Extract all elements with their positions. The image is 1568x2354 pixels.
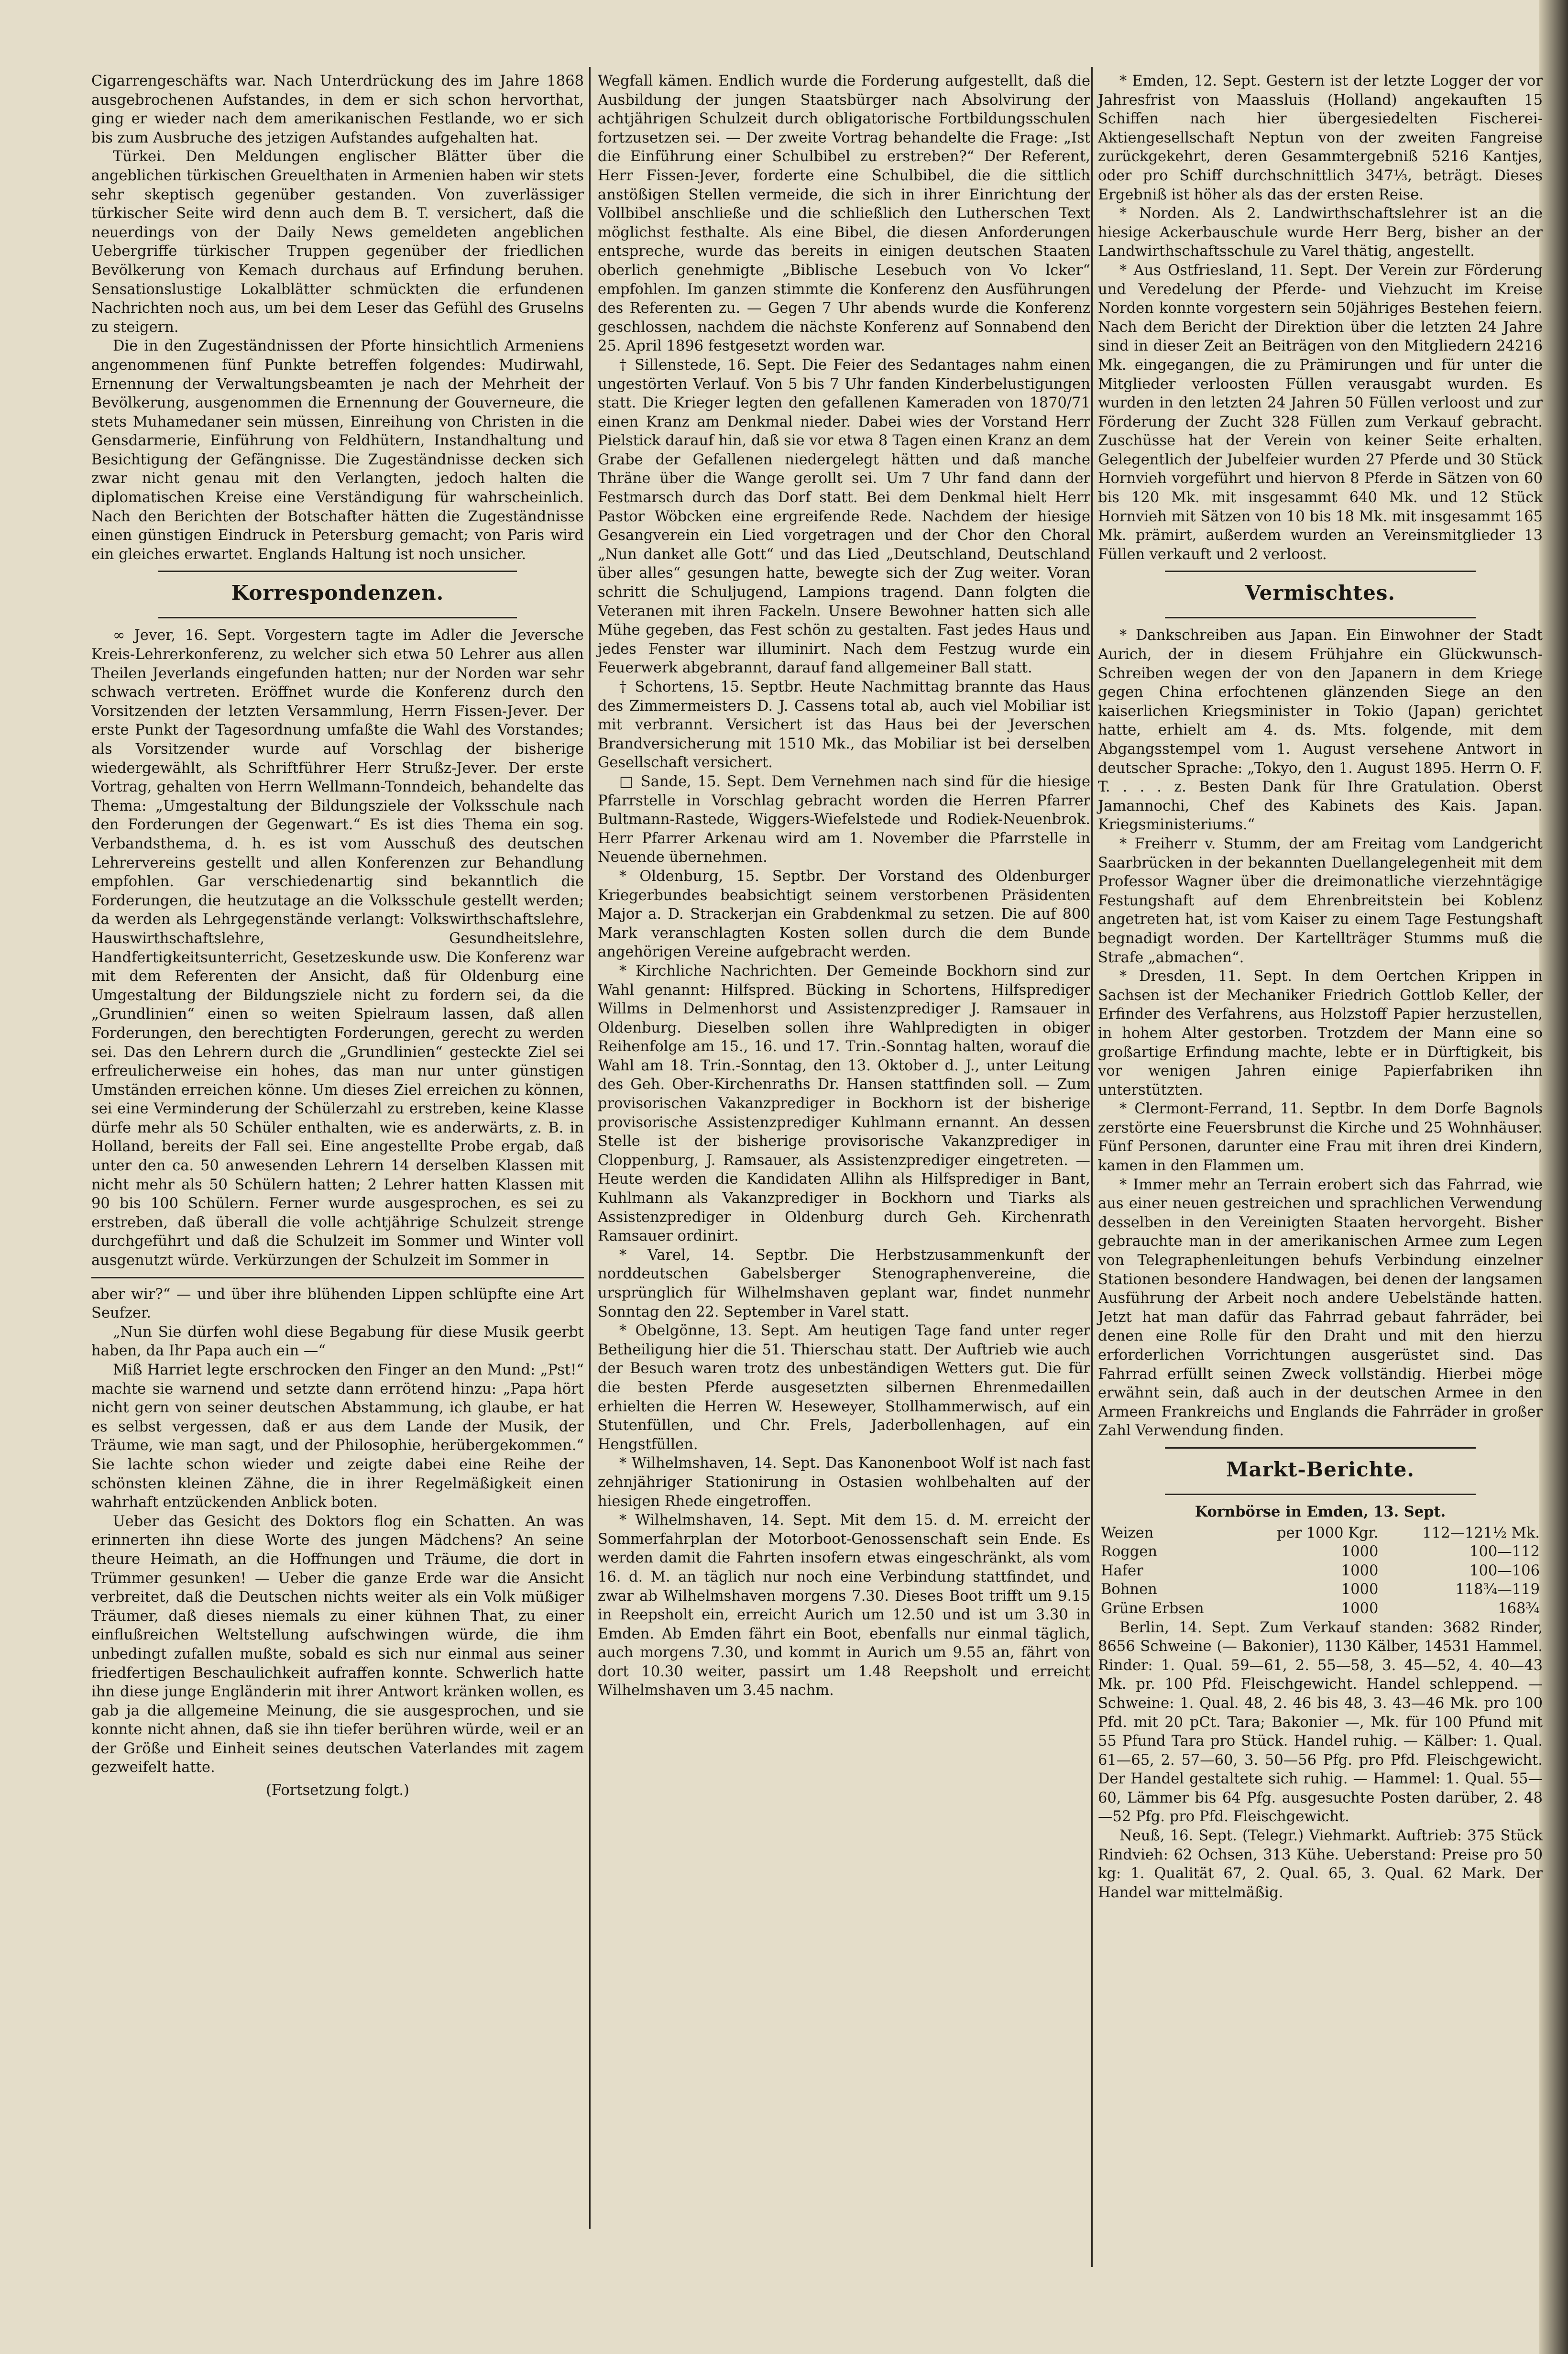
- feuilleton-divider: [91, 1277, 584, 1278]
- section-divider: [1165, 1447, 1476, 1449]
- article-paragraph: Cigarrengeschäfts war. Nach Unterdrückung des im Jahre 1868 ausgebrochenen Aufstandes, in dem er sich schon hervorthat, ging er wieder nach dem amerikanischen Festlande, wo er sich bis zum Ausbruche des jetzigen Aufstandes aufgehalten hat.: [91, 73, 584, 146]
- feuilleton-paragraph: Ueber das Gesicht des Doktors flog ein Schatten. An was erinnerten ihn diese Worte des jungen Mädchens? An seine theure Heimath, an die Hoffnungen und Träume, die dort in Trümmer gesunken! — Ueber die ganze Erde war die Ansicht verbreitet, daß die Deutschen nichts weiter als ein Volk müßiger Träumer, daß dieses niemals zu einer kühnen That, zu einer einflußreichen Weltstellung aufschwingen würde, die ihm unbedingt zufallen mußte, sobald es sich nur einmal aus seiner friedfertigen Beschaulichkeit aufraffen konnte. Schwerlich hatte ihn diese junge Engländerin mit ihrer Antwort kränken wollen, es gab ja die allgemeine Meinung, die sie ausgesprochen, und sie konnte nicht ahnen, daß sie ihn tiefer berühren würde, weil er an der Größe und Einheit seines deutschen Vaterlandes mit zagem gezweifelt hatte.: [91, 1513, 584, 1776]
- page-edge-shadow: [1539, 0, 1568, 2354]
- section-divider: [1165, 617, 1476, 618]
- section-divider: [158, 617, 517, 618]
- table-cell-unit: per 1000 Kgr.: [1277, 1524, 1379, 1541]
- table-cell-item: Bohnen: [1101, 1581, 1157, 1598]
- column-left: [91, 72, 584, 1800]
- article-paragraph: * Norden. Als 2. Landwirthschaftslehrer ist an die hiesige Ackerbauschule wurde Herr Berg, bisher an der Landwirthschaftsschule zu Varel thätig, angestellt.: [1098, 205, 1543, 260]
- section-title-correspondence: Korrespondenzen.: [231, 581, 444, 605]
- article-paragraph: * Oldenburg, 15. Septbr. Der Vorstand des Oldenburger Kriegerbundes beabsichtigt seinem verstorbenen Präsidenten Major a. D. Strackerjan ein Grabdenkmal zu setzen. Die auf 800 Mark veranschlagten Kosten sollen durch die dem Bunde angehörigen Vereine aufgebracht werden.: [598, 868, 1090, 961]
- column-rule-right: [1091, 67, 1093, 2267]
- table-cell-unit: 1000: [1341, 1600, 1379, 1617]
- table-cell-price: 100—106: [1469, 1562, 1540, 1579]
- table-cell-price: 118¾—119: [1455, 1581, 1540, 1598]
- market-report-neuss: Neuß, 16. Sept. (Telegr.) Viehmarkt. Auftrieb: 375 Stück Rindvieh: 62 Ochsen, 313 Kühe. Ueberstand: Preise pro 50 kg: 1. Qualität 67, 2. Qual. 65, 3. Qual. 62 Mark. Der Handel war mittelmäßig.: [1098, 1827, 1543, 1901]
- article-paragraph: Wegfall kämen. Endlich wurde die Forderung aufgestellt, daß die Ausbildung der jungen Staatsbürger nach Absolvirung der achtjährigen Schulzeit durch obligatorische Fortbildungsschulen fortzusetzen sei. — Der zweite Vortrag behandelte die Frage: „Ist die Einführung einer Schulbibel zu erstreben?“ Der Referent, Herr Fissen-Jever, forderte eine Schulbibel, die die sittlich anstößigen Stellen vermeide, die sich in ihrer Einrichtung der Vollbibel anschließe und die schließlich den Lutherschen Text möglichst festhalte. Als eine Bibel, die diesen Anforderungen entspreche, wurde das bereits in einigen deutschen Staaten oberlich genehmigte „Biblische Lesebuch von Vo lcker“ empfohlen. Im ganzen stimmte die Konferenz den Ausführungen des Referenten zu. — Gegen 7 Uhr abends wurde die Konferenz geschlossen, nachdem die nächste Konferenz auf Sonnabend den 25. April 1896 festgesetzt worden war.: [598, 73, 1090, 355]
- article-paragraph: * Dankschreiben aus Japan. Ein Einwohner der Stadt Aurich, der in diesem Frühjahre ein Glückwunsch-Schreiben wegen der von den Japanern in dem Kriege gegen China erfochtenen glänzenden Siege an den kaiserlichen Kriegsminister in Tokio (Japan) gerichtet hatte, erhielt am 4. ds. Mts. folgende, mit dem Abgangsstempel vom 1. August versehene Antwort in deutscher Sprache: „Tokyo, den 1. August 1895. Herrn O. F. T. . . . z. Besten Dank für Ihre Gratulation. Oberst Jamannochi, Chef des Kabinets des Kais. Japan. Kriegsministeriums.“: [1098, 627, 1543, 834]
- column-right: [1098, 72, 1543, 1902]
- feuilleton-paragraph: „Nun Sie dürfen wohl diese Begabung für diese Musik geerbt haben, da Ihr Papa auch ein —“: [91, 1323, 584, 1360]
- table-row: [1098, 1524, 1543, 1543]
- table-cell-item: Roggen: [1101, 1543, 1158, 1561]
- table-row: [1098, 1580, 1543, 1599]
- feuilleton-paragraph: Miß Harriet legte erschrocken den Finger an den Mund: „Pst!“ machte sie warnend und setzte dann errötend hinzu: „Papa hört nicht gern von seiner deutschen Abstammung, ich glaube, er hat es selbst vergessen, daß er aus dem Lande der Musik, der Träume, wie man sagt, und der Philosophie, herübergekommen.“ Sie lachte schon wieder und zeigte dabei eine Reihe der schönsten kleinen Zähne, die in ihrer Regelmäßigkeit einen wahrhaft entzückenden Anblick boten.: [91, 1362, 584, 1511]
- section-title-misc: Vermischtes.: [1245, 581, 1396, 605]
- market-report-berlin: Berlin, 14. Sept. Zum Verkauf standen: 3682 Rinder, 8656 Schweine (— Bakonier), 1130 Kälber, 14531 Hammel. Rinder: 1. Qual. 59—61, 2. 55—58, 3. 45—52, 4. 40—43 Mk. pr. 100 Pfd. Fleischgewicht. Handel schleppend. — Schweine: 1. Qual. 48, 2. 46 bis 48, 3. 43—46 Mk. pro 100 Pfd. mit 20 pCt. Tara; Bakonier —, Mk. für 100 Pfund mit 55 Pfund Tara pro Stück. Handel ruhig. — Kälber: 1. Qual. 61—65, 2. 57—60, 3. 50—56 Pfg. pro Pfd. Fleischgewicht. Der Handel gestaltete sich ruhig. — Hammel: 1. Qual. 55—60, Lämmer bis 64 Pfg. ausgesuchte Posten darüber, 2. 48—52 Pfg. pro Pfd. Fleischgewicht.: [1098, 1619, 1543, 1826]
- table-row: [1098, 1562, 1543, 1581]
- table-cell-price: 100—112: [1469, 1543, 1540, 1561]
- grain-price-table: [1098, 1524, 1543, 1618]
- section-divider: [1165, 571, 1476, 572]
- section-divider: [1165, 1494, 1476, 1495]
- article-paragraph: † Schortens, 15. Septbr. Heute Nachmittag brannte das Haus des Zimmermeisters D. J. Cassens total ab, auch viel Mobiliar ist mit verbrannt. Versichert ist das Haus bei der Jeverschen Brandversicherung mit 1510 Mk., das Mobiliar ist bei derselben Gesellschaft versichert.: [598, 679, 1090, 771]
- article-paragraph: * Clermont-Ferrand, 11. Septbr. In dem Dorfe Bagnols zerstörte eine Feuersbrunst die Kirche und 25 Wohnhäuser. Fünf Personen, darunter eine Frau mit ihren drei Kindern, kamen in den Flammen um.: [1098, 1100, 1543, 1175]
- table-cell-item: Grüne Erbsen: [1101, 1600, 1204, 1617]
- article-paragraph: * Freiherr v. Stumm, der am Freitag vom Landgericht Saarbrücken in der bekannten Duellangelegenheit mit dem Professor Wagner über die dreimonatliche vierzehntägige Festungshaft auf dem Ehrenbreitstein bei Koblenz angetreten hat, ist vom Kaiser zu einem Tage Festungshaft begnadigt worden. Der Kartellträger Stumms muß die Strafe „abmachen“.: [1098, 835, 1543, 966]
- article-paragraph: * Immer mehr an Terrain erobert sich das Fahrrad, wie aus einer neuen gestreichen und sprachlichen Verwendung desselben in den Vereinigten Staaten hervorgeht. Bisher gebrauchte man in der amerikanischen Armee zum Legen von Telegraphenleitungen behufs Verbindung einzelner Stationen besondere Handwagen, bei denen der langsamen Ausführung der Arbeit noch andere Uebelstände hatten. Jetzt hat man dafür das Fahrrad gebaut fahrräder, bei denen eine Rolle für den Draht und mit den hierzu erforderlichen Vorrichtungen ausgerüstet sind. Das Fahrrad erfüllt seinen Zweck vollständig. Hierbei möge erwähnt sein, daß auch in der deutschen Armee in den Armeen Frankreichs und Englands die Fahrräder in großer Zahl Verwendung finden.: [1098, 1176, 1543, 1440]
- table-row: [1098, 1599, 1543, 1618]
- section-title-market: Markt-Berichte.: [1226, 1457, 1414, 1481]
- market-subtitle: Kornbörse in Emden, 13. Sept.: [1195, 1503, 1446, 1520]
- table-cell-unit: 1000: [1341, 1543, 1379, 1561]
- table-cell-price: 168¾: [1498, 1600, 1540, 1617]
- article-paragraph: * Kirchliche Nachrichten. Der Gemeinde Bockhorn sind zur Wahl genannt: Hilfspred. Bücking in Schortens, Hilfsprediger Willms in Delmenhorst und Assistenzprediger J. Ramsauer in Oldenburg. Dieselben sollen ihre Wahlpredigten in obiger Reihenfolge am 15., 16. und 17. Trin.-Sonntag halten, worauf die Wahl am 18. Trin.-Sonntag, den 13. Oktober d. J., unter Leitung des Geh. Ober-Kirchenraths Dr. Hansen stattfinden soll. — Zum provisorischen Vakanzprediger in Bockhorn ist der bisherige provisorische Assistenzprediger Kuhlmann ernannt. An dessen Stelle ist der bisherige provisorische Vakanzprediger in Cloppenburg, J. Ramsauer, als Assistenzprediger eingetreten. — Heute werden die Kandidaten Allihn als Hilfsprediger in Bant, Kuhlmann als Vakanzprediger in Bockhorn und Tiarks als Assistenzprediger in Oldenburg durch Geh. Kirchenrath Ramsauer ordinirt.: [598, 962, 1090, 1245]
- table-cell-unit: 1000: [1341, 1581, 1379, 1598]
- article-paragraph: * Dresden, 11. Sept. In dem Oertchen Krippen in Sachsen ist der Mechaniker Friedrich Gottlob Keller, der Erfinder des Verfahrens, aus Holzstoff Papier herzustellen, in hohem Alter gestorben. Trotzdem der Mann eine so großartige Erfindung machte, lebte er in Dürftigkeit, bis vor wenigen Jahren einige Papierfabriken ihn unterstützten.: [1098, 968, 1543, 1099]
- column-middle: [598, 72, 1090, 1700]
- feuilleton-paragraph: aber wir?“ — und über ihre blühenden Lippen schlüpfte eine Art Seufzer.: [91, 1286, 584, 1322]
- section-divider: [158, 571, 517, 572]
- article-paragraph: Die in den Zugeständnissen der Pforte hinsichtlich Armeniens angenommenen fünf Punkte betreffen folgendes: Mudirwahl, Ernennung der Verwaltungsbeamten je nach der Mehrheit der Bevölkerung, ausgenommen die Ernennung der Gouverneure, die stets Muhamedaner sein müssen, Einreihung von Christen in die Gensdarmerie, Einführung von Feldhütern, Instandhaltung und Besichtigung der Gefängnisse. Die Zugeständnisse decken sich zwar nicht genau mit den Verlangten, jedoch halten die diplomatischen Kreise eine Verständigung für wahrscheinlich. Nach den Berichten der Botschafter hätten die Zugeständnisse einen günstigen Eindruck in Petersburg gemacht; von Paris wird ein gleiches erwartet. Englands Haltung ist noch unsicher.: [91, 338, 584, 563]
- article-paragraph: * Wilhelmshaven, 14. Sept. Das Kanonenboot Wolf ist nach fast zehnjähriger Stationirung in Ostasien wohlbehalten auf der hiesigen Rhede eingetroffen.: [598, 1455, 1090, 1510]
- table-row: [1098, 1542, 1543, 1562]
- table-cell-price: 112—121½ Mk.: [1422, 1524, 1540, 1541]
- table-cell-item: Hafer: [1101, 1562, 1143, 1579]
- table-cell-item: Weizen: [1101, 1524, 1154, 1541]
- article-paragraph: * Wilhelmshaven, 14. Sept. Mit dem 15. d. M. erreicht der Sommerfahrplan der Motorboot-Genossenschaft sein Ende. Es werden damit die Fahrten insofern etwas eingeschränkt, als vom 16. d. M. an täglich nur noch eine Verbindung stattfindet, und zwar ab Wilhelmshaven morgens 7.30. Dieses Boot trifft um 9.15 in Reepsholt ein, erreicht Aurich um 12.50 und ist um 3.30 in Emden. Ab Emden fährt ein Boot, ebenfalls nur einmal täglich, auch morgens 7.30, und kommt in Aurich um 9.55 an, fährt von dort 10.30 weiter, passirt um 1.48 Reepsholt und erreicht Wilhelmshaven um 3.45 nachm.: [598, 1512, 1090, 1699]
- article-paragraph: □ Sande, 15. Sept. Dem Vernehmen nach sind für die hiesige Pfarrstelle in Vorschlag gebracht worden die Herren Pfarrer Bultmann-Rastede, Wiggers-Wiefelstede und Rodiek-Neuenbrok. Herr Pfarrer Arkenau wird am 1. November die Pfarrstelle in Neuende übernehmen.: [598, 773, 1090, 866]
- article-paragraph: * Obelgönne, 13. Sept. Am heutigen Tage fand unter reger Betheiligung hier die 51. Thierschau statt. Der Auftrieb wie auch der Besuch waren trotz des unbeständigen Wetters gut. Die für die besten Pferde ausgesetzten silbernen Ehrenmedaillen erhielten die Herren W. Heseweyer, Stollhammerwisch, auf ein Stutenfüllen, und Chr. Frels, Jaderbollenhagen, auf ein Hengstfüllen.: [598, 1322, 1090, 1453]
- column-rule-left: [589, 67, 591, 2229]
- article-paragraph: * Aus Ostfriesland, 11. Sept. Der Verein zur Förderung und Veredelung der Pferde- und Viehzucht im Kreise Norden konnte vorgestern sein 50jähriges Bestehen feiern. Nach dem Bericht der Direktion über die letzten 24 Jahre sind in dieser Zeit an Beiträgen von den Mitgliedern 24216 Mk. eingegangen, die zu Prämirungen und für unter die Mitglieder verloosten Füllen verausgabt wurden. Es wurden in den letzten 24 Jahren 50 Füllen verloost und zur Förderung der Zucht 328 Füllen zum Verkauf gebracht. Zuschüsse hat der Verein von keiner Seite erhalten. Gelegentlich der Jubelfeier wurden 27 Pferde und 30 Stück Hornvieh vorgeführt und hiervon 8 Pferde in Sätzen von 60 bis 120 Mk. mit insgesammt 640 Mk. und 12 Stück Hornvieh mit Sätzen von 10 bis 18 Mk. mit insgesammt 165 Mk. prämirt, außerdem wurden an Vereinsmitglieder 13 Füllen verkauft und 2 verloost.: [1098, 262, 1543, 563]
- continuation-note: (Fortsetzung folgt.): [266, 1782, 409, 1799]
- article-paragraph: * Emden, 12. Sept. Gestern ist der letzte Logger der vor Jahresfrist von Maassluis (Holland) angekauften 15 Schiffen nach hier übergesiedelten Fischerei-Aktiengesellschaft Neptun von der zweiten Fangreise zurückgekehrt, deren Gesammtergebniß 5216 Kantjes, oder pro Schiff durchschnittlich 347⅓, beträgt. Dieses Ergebniß ist höher als das der ersten Reise.: [1098, 73, 1543, 203]
- table-cell-unit: 1000: [1341, 1562, 1379, 1579]
- article-paragraph: † Sillenstede, 16. Sept. Die Feier des Sedantages nahm einen ungestörten Verlauf. Von 5 bis 7 Uhr fanden Kinderbelustigungen statt. Die Krieger legten den gefallenen Kameraden von 1870/71 einen Kranz am Denkmal nieder. Dabei wies der Vorstand Herr Pielstick darauf hin, daß sie vor etwa 8 Tagen einen Kranz an dem Grabe der Gefallenen niedergelegt hätten und daß manche Thräne über die Wange gerollt sei. Um 7 Uhr fand dann der Festmarsch durch das Dorf statt. Bei dem Denkmal hielt Herr Pastor Wöbcken eine ergreifende Rede. Nachdem der hiesige Gesangverein ein Lied vorgetragen und der Chor den Choral „Nun danket alle Gott“ und das Lied „Deutschland, Deutschland über alles“ gesungen hatte, bewegte sich der Zug weiter. Voran schritt die Schuljugend, Lampions tragend. Dann folgten die Veteranen mit ihren Fackeln. Unsere Bewohner hatten sich alle Mühe gegeben, das Fest schön zu gestalten. Fast jedes Haus und jedes Fenster war illuminirt. Nach dem Festzug wurde ein Feuerwerk abgebrannt, darauf fand allgemeiner Ball statt.: [598, 356, 1090, 677]
- article-paragraph: ∞ Jever, 16. Sept. Vorgestern tagte im Adler die Jeversche Kreis-Lehrerkonferenz, zu welcher sich etwa 50 Lehrer aus allen Theilen Jeverlands eingefunden hatten; nur der Norden war sehr schwach vertreten. Eröffnet wurde die Konferenz durch den Vorsitzenden der letzten Versammlung, Herrn Fissen-Jever. Der erste Punkt der Tagesordnung umfaßte die Wahl des Vorstandes; als Vorsitzender wurde auf Vorschlag der bisherige wiedergewählt, als Schriftführer Herr Strußz-Jever. Der erste Vortrag, gehalten von Herrn Wellmann-Tonndeich, behandelte das Thema: „Umgestaltung der Bildungsziele der Volksschule nach den Forderungen der Gegenwart.“ Es ist dies Thema ein sog. Verbandsthema, d. h. es ist vom Ausschuß des deutschen Lehrervereins gestellt und allen Konferenzen zur Behandlung empfohlen. Gar verschiedenartig sind bekanntlich die Forderungen, die heutzutage an die Volksschule gestellt werden; da werden als Lehrgegenstände verlangt: Volkswirthschaftslehre, Hauswirthschaftslehre, Gesundheitslehre, Handfertigkeitsunterricht, Gesetzeskunde usw. Die Konferenz war mit dem Referenten der Ansicht, daß für Oldenburg eine Umgestaltung der Bildungsziele nicht zu fordern sei, da die „Grundlinien“ einen so weiten Spielraum lassen, daß allen Forderungen, den berechtigten Forderungen, gerecht zu werden sei. Das den Lehrern durch die „Grundlinien“ gesteckte Ziel sei erfreulicherweise ein hohes, das man nur unter günstigen Umständen erreichen könne. Um dieses Ziel erreichen zu können, sei eine Verminderung der Schülerzahl zu erstreben, keine Klasse dürfe mehr als 50 Schüler enthalten, wie es anderwärts, z. B. in Holland, bereits der Fall sei. Eine angestellte Probe ergab, daß unter den ca. 50 anwesenden Lehrern 14 derselben Klassen mit nicht mehr als 50 Schülern hatten; 2 Lehrer hatten Klassen mit 90 bis 100 Schülern. Ferner wurde ausgesprochen, es sei zu erstreben, daß überall die volle achtjährige Schulzeit strenge durchgeführt und daß die Schulzeit im Sommer und Winter voll ausgenutzt würde. Verkürzungen der Schulzeit im Sommer in: [91, 627, 584, 1269]
- article-paragraph: * Varel, 14. Septbr. Die Herbstzusammenkunft der norddeutschen Gabelsberger Stenographenvereine, die ursprünglich für Wilhelmshaven geplant war, findet nunmehr Sonntag den 22. September in Varel statt.: [598, 1246, 1090, 1320]
- article-paragraph: Türkei. Den Meldungen englischer Blätter über die angeblichen türkischen Greuelthaten in Armenien haben wir stets sehr skeptisch gegenüber gestanden. Von zuverlässiger türkischer Seite wird denn auch dem B. T. versichert, daß die neuerdings von der Daily News gemeldeten angeblichen Uebergriffe türkischer Truppen gegenüber der friedlichen Bevölkerung von Kemach durchaus auf Erfindung beruhen. Sensationslustige Lokalblätter schmückten die erfundenen Nachrichten noch aus, um bei dem Leser das Gefühl des Gruselns zu steigern.: [91, 148, 584, 336]
